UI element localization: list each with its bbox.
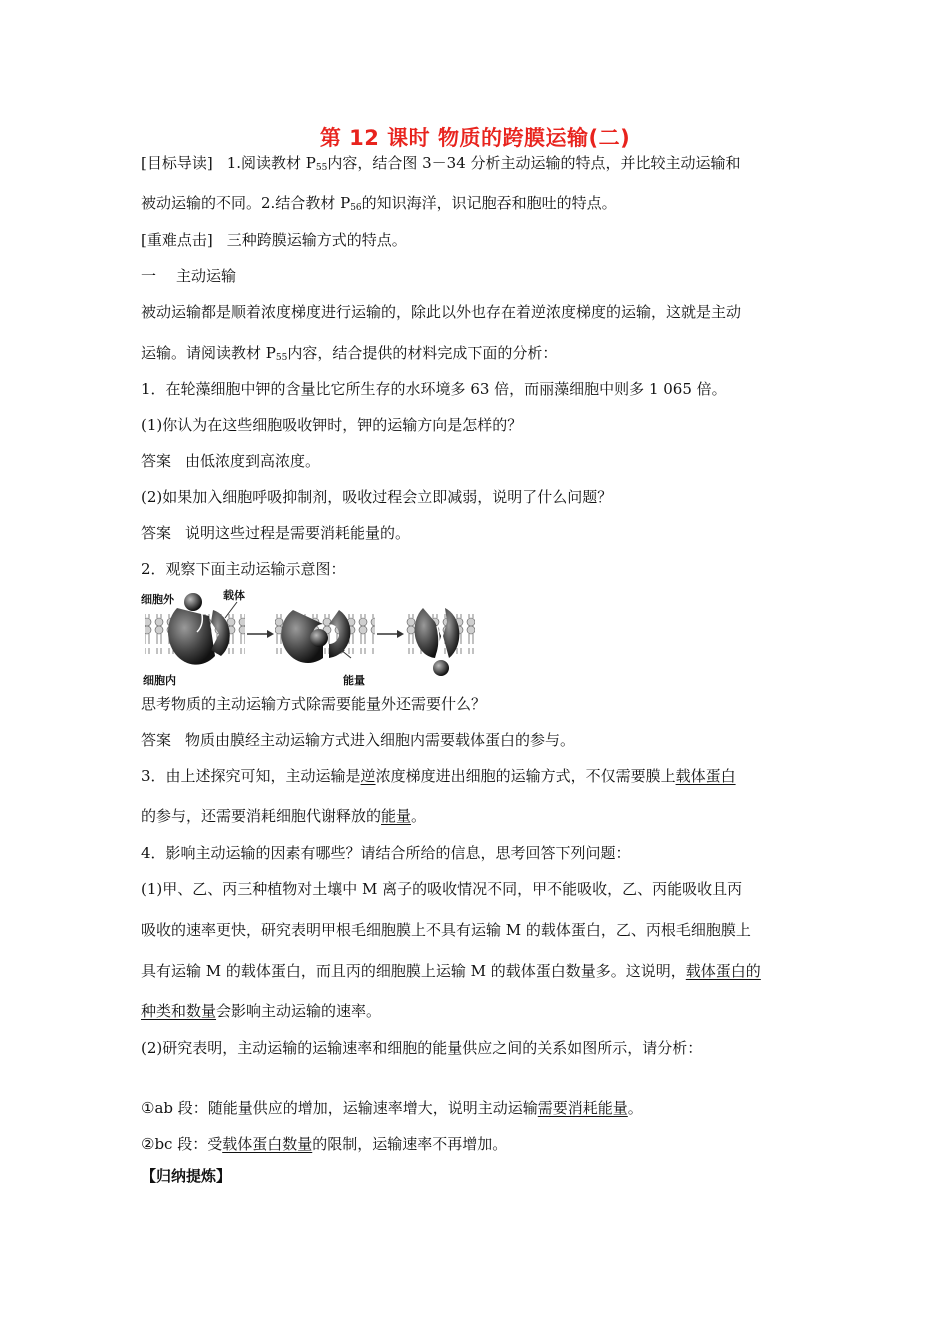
answer-1-2: 答案 说明这些过程是需要消耗能量的。 [141,524,411,542]
question-3-line-1: 3．由上述探究可知，主动运输是逆浓度梯度进出细胞的运输方式，不仅需要膜上载体蛋白 [141,767,736,785]
intro-line-2: 运输。请阅读教材 $P_{55}$内容，结合提供的材料完成下面的分析： [141,344,558,363]
fill-blank: 载体蛋白的 [685,962,761,980]
active-transport-diagram [141,586,477,690]
question-4-p2: (2)研究表明，主动运输的运输速率和细胞的能量供应之间的关系如图所示，请分析： [141,1039,703,1057]
fill-blank: 需要消耗能量 [537,1099,628,1117]
page-title: 第 12 课时 物质的跨膜运输(二) [319,126,631,150]
label-energy: 能量 [343,674,365,687]
question-1: 1．在轮藻细胞中钾的含量比它所生存的水环境多 63 倍，而丽藻细胞中则多 1 065 倍。 [141,380,727,398]
summary-heading: 【归纳提炼】 [141,1167,232,1185]
fill-blank: 种类和数量 [141,1002,217,1020]
label-outside: 细胞外 [141,593,174,606]
fill-blank: 载体蛋白 [675,767,736,785]
solute-molecule [433,660,449,676]
fill-blank: 载体蛋白数量 [222,1135,313,1153]
question-4: 4．影响主动运输的因素有哪些？请结合所给的信息，思考回答下列问题： [141,844,631,862]
label-inside: 细胞内 [143,674,176,687]
answer-label: 答案 [141,452,172,470]
question-1-sub-1: (1)你认为在这些细胞吸收钾时，钾的运输方向是怎样的？ [141,416,523,434]
solute-molecule [184,593,202,611]
question-1-sub-2: (2)如果加入细胞呼吸抑制剂，吸收过程会立即减弱，说明了什么问题？ [141,488,613,506]
question-3-line-2: 的参与，还需要消耗细胞代谢释放的能量。 [141,807,427,825]
goals-tag: [目标导读] [141,154,213,172]
fill-blank: 逆 [360,767,376,785]
answer-label: 答案 [141,731,172,749]
key-points-line: [重难点击] 三种跨膜运输方式的特点。 [141,231,407,249]
question-4-p1-line-3: 具有运输 M 的载体蛋白，而且丙的细胞膜上运输 M 的载体蛋白数量多。这说明，载体蛋白的 [141,962,761,980]
section-1-heading: 一 主动运输 [141,267,237,285]
goals-line-1: [目标导读] 1.阅读教材 $P_{55}$内容，结合图 3－34 分析主动运输的特点，并比较主动运输和 [141,154,741,173]
answer-label: 答案 [141,524,172,542]
question-4-ab: ①ab 段：随能量供应的增加，运输速率增大，说明主动运输需要消耗能量。 [141,1099,643,1117]
answer-1-1: 答案 由低浓度到高浓度。 [141,452,321,470]
key-points-tag: [重难点击] [141,231,213,249]
question-4-bc: ②bc 段：受载体蛋白数量的限制，运输速率不再增加。 [141,1135,508,1153]
intro-line-1: 被动运输都是顺着浓度梯度进行运输的，除此以外也存在着逆浓度梯度的运输，这就是主动 [141,303,742,321]
carrier-protein [168,608,215,665]
question-4-p1-line-4: 种类和数量会影响主动运输的速率。 [141,1002,382,1020]
goals-line-2: 被动运输的不同。2.结合教材 $P_{56}$的知识海洋，识记胞吞和胞吐的特点。 [141,194,617,213]
question-2-think: 思考物质的主动运输方式除需要能量外还需要什么？ [141,695,487,713]
question-2: 2．观察下面主动运输示意图： [141,560,346,578]
question-4-p1-line-2: 吸收的速率更快，研究表明甲根毛细胞膜上不具有运输 M 的载体蛋白，乙、丙根毛细胞膜上 [141,921,751,939]
question-4-p1-line-1: (1)甲、乙、丙三种植物对土壤中 M 离子的吸收情况不同，甲不能吸收，乙、丙能吸收且丙 [141,880,743,898]
fill-blank: 能量 [381,807,412,825]
solute-molecule [310,629,328,647]
label-carrier: 载体 [223,589,245,602]
answer-2: 答案 物质由膜经主动运输方式进入细胞内需要载体蛋白的参与。 [141,731,576,749]
